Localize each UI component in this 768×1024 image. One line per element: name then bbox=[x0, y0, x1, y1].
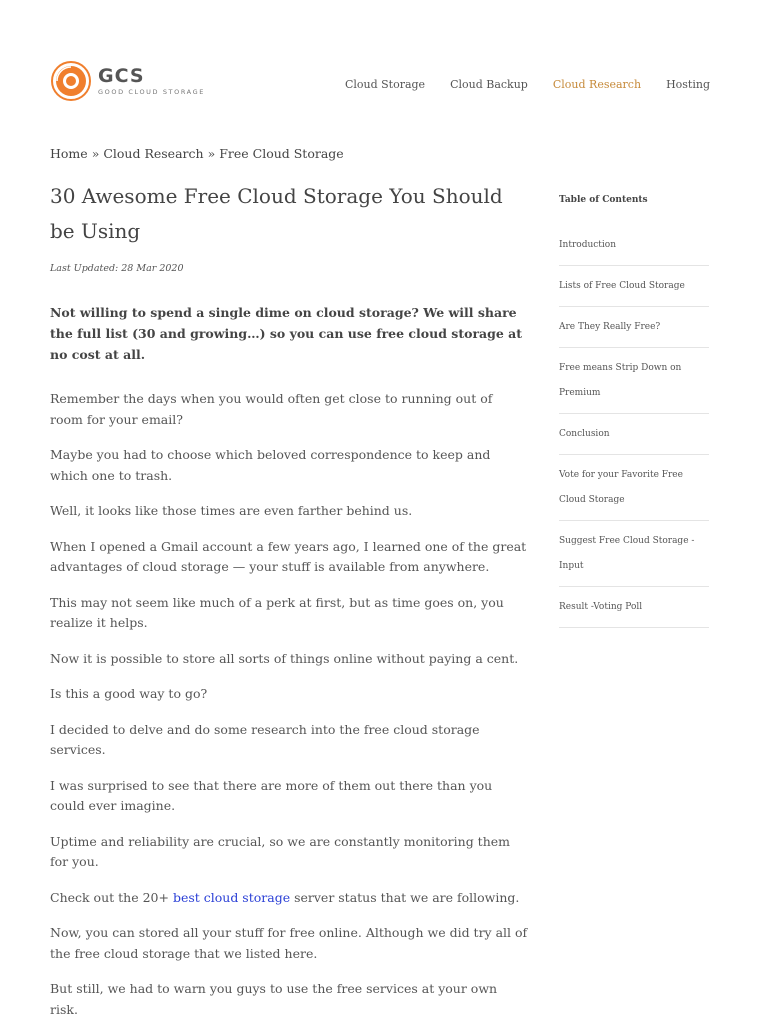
paragraph: I was surprised to see that there are more of them out there than you could ever imagine. bbox=[50, 777, 493, 813]
last-updated: Last Updated: 28 Mar 2020 bbox=[50, 263, 184, 274]
toc-item-strip-down[interactable]: Free means Strip Down on Premium bbox=[559, 348, 709, 414]
toc-item-introduction[interactable]: Introduction bbox=[559, 233, 709, 266]
table-of-contents bbox=[559, 193, 709, 628]
logo-cloud-icon bbox=[50, 60, 92, 102]
breadcrumb-home[interactable]: Home bbox=[50, 146, 88, 161]
site-logo[interactable] bbox=[50, 60, 205, 102]
paragraph: I decided to delve and do some research into the free cloud storage services. bbox=[50, 721, 480, 757]
toc-title: Table of Contents bbox=[559, 195, 648, 205]
paragraph: But still, we had to warn you guys to use the free services at your own risk. bbox=[50, 981, 498, 1017]
breadcrumb-separator: » bbox=[91, 146, 100, 161]
breadcrumb-current: Free Cloud Storage bbox=[219, 146, 344, 161]
nav-cloud-research[interactable]: Cloud Research bbox=[552, 78, 642, 91]
toc-item-conclusion[interactable]: Conclusion bbox=[559, 414, 709, 455]
site-header bbox=[50, 60, 718, 108]
logo-name: GCS bbox=[98, 65, 145, 87]
article-lead: Not willing to spend a single dime on cloud storage? We will share the full list (30 and growing…) so you can use free cloud storage at no cost at all. bbox=[50, 305, 523, 362]
article bbox=[50, 179, 528, 1020]
paragraph: Now it is possible to store all sorts of things online without paying a cent. bbox=[50, 650, 519, 666]
toc-item-vote[interactable]: Vote for your Favorite Free Cloud Storage bbox=[559, 455, 709, 521]
page-title: 30 Awesome Free Cloud Storage You Should be Using bbox=[50, 184, 503, 243]
paragraph: Remember the days when you would often get close to running out of room for your email? bbox=[50, 391, 493, 427]
toc-item-suggest[interactable]: Suggest Free Cloud Storage - Input bbox=[559, 521, 709, 587]
main-nav bbox=[320, 78, 710, 91]
logo-tagline: GOOD CLOUD STORAGE bbox=[98, 88, 205, 96]
status-text-after: server status that we are following. bbox=[290, 889, 520, 905]
toc-item-result[interactable]: Result -Voting Poll bbox=[559, 587, 709, 628]
paragraph: Uptime and reliability are crucial, so we are constantly monitoring them for you. bbox=[50, 833, 511, 869]
status-text-before: Check out the 20+ bbox=[50, 889, 173, 905]
best-cloud-storage-link[interactable]: best cloud storage bbox=[172, 889, 291, 905]
nav-hosting[interactable]: Hosting bbox=[666, 78, 710, 91]
paragraph: Now, you can stored all your stuff for free online. Although we did try all of the free cloud storage that we listed here. bbox=[50, 925, 528, 961]
status-paragraph bbox=[50, 888, 528, 909]
paragraph: Well, it looks like those times are even farther behind us. bbox=[50, 503, 413, 518]
paragraph: This may not seem like much of a perk at first, but as time goes on, you realize it helps. bbox=[50, 594, 504, 630]
breadcrumb bbox=[50, 146, 344, 161]
toc-item-lists[interactable]: Lists of Free Cloud Storage bbox=[559, 266, 709, 307]
paragraph: Is this a good way to go? bbox=[50, 686, 208, 701]
nav-cloud-backup[interactable]: Cloud Backup bbox=[450, 78, 528, 91]
paragraph: When I opened a Gmail account a few years ago, I learned one of the great advantages of cloud storage — your stuff is available from anywhere. bbox=[50, 538, 527, 574]
breadcrumb-cloud-research[interactable]: Cloud Research bbox=[103, 146, 204, 161]
breadcrumb-separator: » bbox=[207, 146, 216, 161]
toc-item-really-free[interactable]: Are They Really Free? bbox=[559, 307, 709, 348]
paragraph: Maybe you had to choose which beloved correspondence to keep and which one to trash. bbox=[50, 447, 491, 483]
nav-cloud-storage[interactable]: Cloud Storage bbox=[344, 78, 426, 91]
